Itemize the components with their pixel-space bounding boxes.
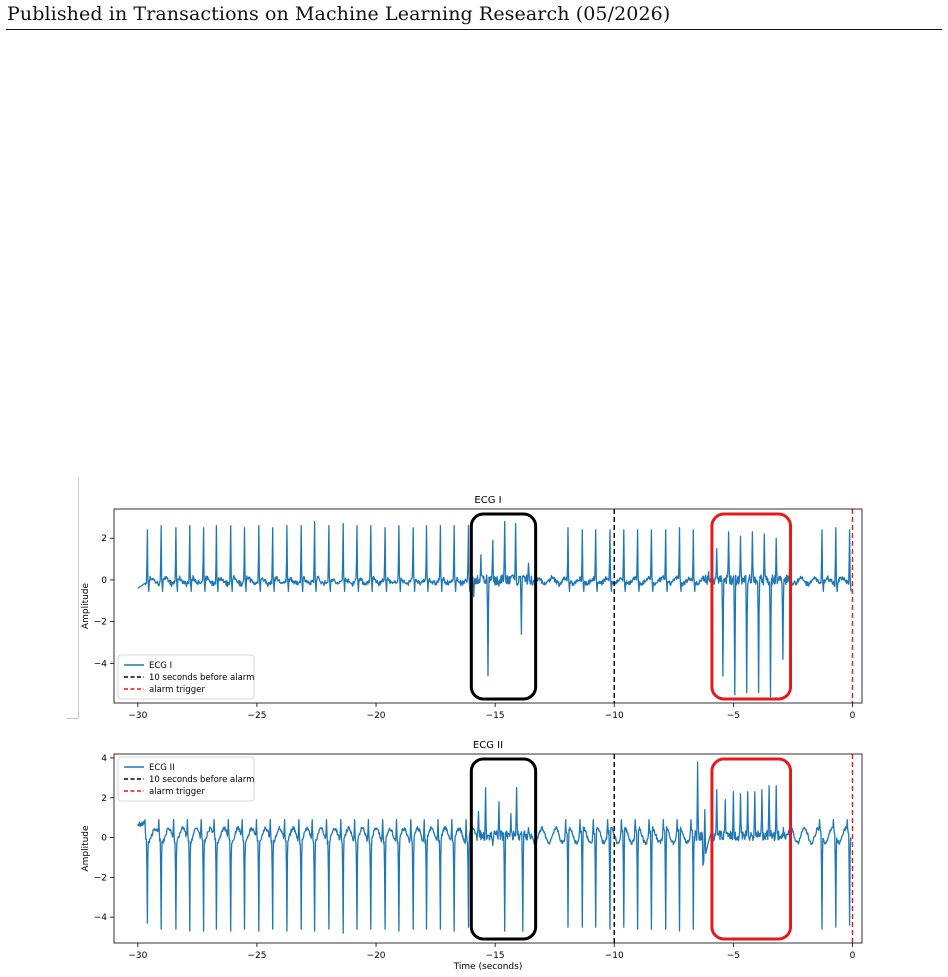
x-tick-label: −25 (247, 711, 267, 721)
ecg-figure (0, 470, 948, 977)
ecg-figure-svg (0, 470, 948, 977)
highlight-box-red (712, 759, 791, 939)
legend-entry: alarm trigger (149, 685, 205, 695)
y-tick-label: −4 (93, 913, 107, 924)
y-axis-label: Amplitude (81, 582, 91, 630)
x-tick-label: −20 (366, 951, 386, 961)
x-tick-label: −10 (604, 951, 624, 961)
legend-entry: ECG I (149, 661, 173, 671)
legend-entry: 10 seconds before alarm (149, 673, 255, 683)
header-rule (6, 29, 942, 30)
legend-entry: ECG II (149, 763, 175, 773)
x-tick-label: −5 (726, 711, 741, 721)
x-axis-label: Time (seconds) (453, 962, 523, 972)
x-tick-label: 0 (849, 711, 856, 721)
y-tick-label: 2 (101, 793, 107, 804)
chart-title: ECG I (474, 495, 502, 506)
x-tick-label: 0 (849, 951, 856, 961)
y-tick-label: 2 (101, 534, 107, 545)
highlight-box-black (471, 514, 535, 699)
chart-title: ECG II (472, 740, 504, 751)
y-tick-label: −2 (93, 617, 107, 628)
legend-entry: 10 seconds before alarm (149, 775, 255, 785)
x-tick-label: −25 (247, 951, 267, 961)
y-tick-label: 0 (101, 833, 107, 844)
subplot-1 (81, 495, 862, 721)
y-tick-label: 0 (101, 575, 107, 586)
x-tick-label: −15 (485, 711, 505, 721)
x-tick-label: −15 (485, 951, 505, 961)
x-tick-label: −20 (366, 711, 386, 721)
x-tick-label: −10 (604, 711, 624, 721)
running-title: Published in Transactions on Machine Learning Research (05/2026) (7, 3, 671, 25)
x-tick-label: −5 (726, 951, 741, 961)
x-tick-label: −30 (128, 711, 148, 721)
y-tick-label: −4 (93, 659, 107, 670)
legend-entry: alarm trigger (149, 787, 205, 797)
legend (118, 757, 254, 801)
legend (118, 655, 254, 699)
y-tick-label: 4 (101, 753, 107, 764)
subplot-2 (81, 740, 862, 972)
x-tick-label: −30 (128, 951, 148, 961)
y-tick-label: −2 (93, 873, 107, 884)
y-axis-label: Amplitude (81, 825, 91, 872)
